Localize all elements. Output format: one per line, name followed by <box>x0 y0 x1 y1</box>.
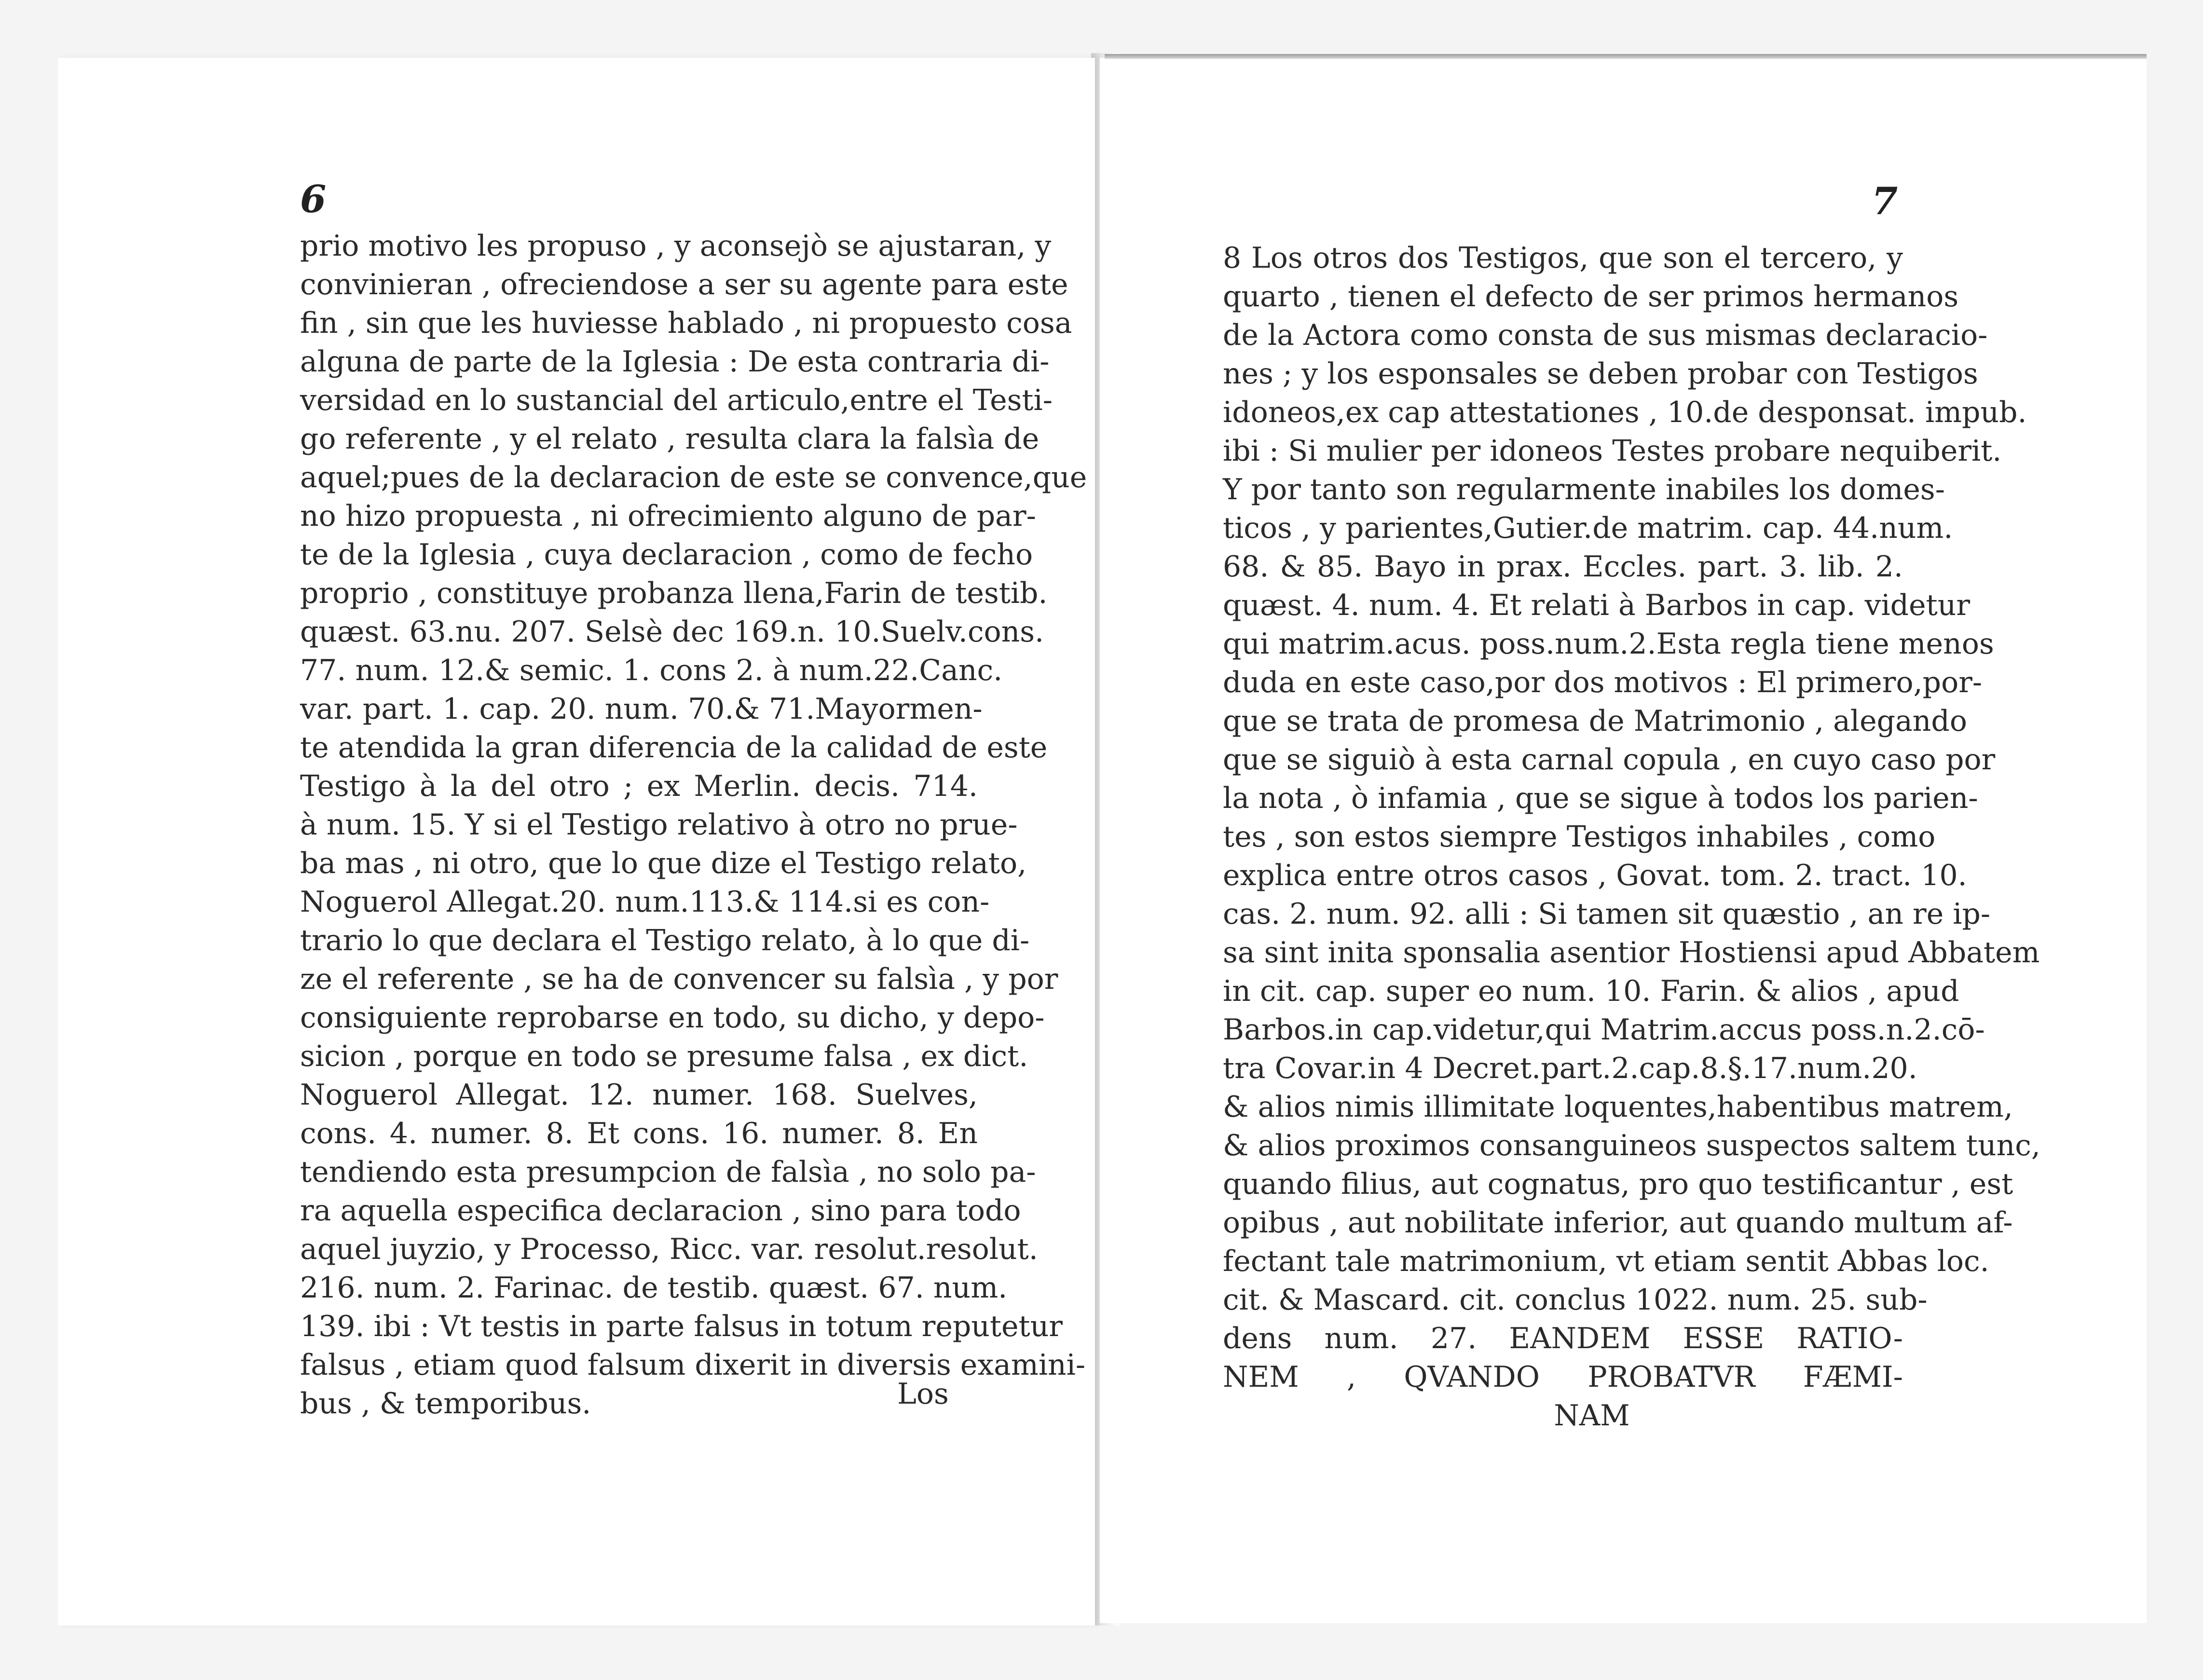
text-line: sicion , porque en todo se presume falsa , ex dict. <box>300 1039 1028 1073</box>
text-line: var. part. 1. cap. 20. num. 70.& 71.Mayormen- <box>300 692 983 726</box>
right-page-text <box>1223 239 2040 1435</box>
text-line: que se siguiò à esta carnal copula , en cuyo caso por <box>1223 743 1996 777</box>
text-line: ze el referente , se ha de convencer su falsìa , y por <box>300 962 1058 996</box>
text-line: idoneos,ex cap attestationes , 10.de desponsat. impub. <box>1223 396 2027 429</box>
text-line: sa sint inita sponsalia asentior Hostiensi apud Abbatem <box>1223 936 2040 970</box>
text-line: no hizo propuesta , ni ofrecimiento alguno de par- <box>300 499 1036 533</box>
text-line: aquel;pues de la declaracion de este se convence,que <box>300 461 1087 494</box>
text-line: alguna de parte de la Iglesia : De esta contraria di- <box>300 345 1050 379</box>
text-line: convinieran , ofreciendose a ser su agente para este <box>300 268 1068 301</box>
text-line: ra aquella especifica declaracion , sino para todo <box>300 1194 1021 1228</box>
text-line: cit. & Mascard. cit. conclus 1022. num. 25. sub- <box>1223 1283 1928 1317</box>
text-line: 139. ibi : Vt testis in parte falsus in totum reputetur <box>300 1310 1063 1343</box>
text-line: à num. 15. Y si el Testigo relativo à otro no prue- <box>300 808 1018 842</box>
text-line: consiguiente reprobarse en todo, su dicho, y depo- <box>300 1001 1045 1035</box>
text-line: proprio , constituye probanza llena,Farin de testib. <box>300 576 1048 610</box>
text-line: 216. num. 2. Farinac. de testib. quæst. 67. num. <box>300 1271 1008 1305</box>
text-line: 68. & 85. Bayo in prax. Eccles. part. 3. lib. 2. <box>1223 550 1903 584</box>
text-line: & alios proximos consanguineos suspectos saltem tunc, <box>1223 1129 2040 1162</box>
text-line: ba mas , ni otro, que lo que dize el Testigo relato, <box>300 847 1027 880</box>
text-line: explica entre otros casos , Govat. tom. 2. tract. 10. <box>1223 859 1967 892</box>
text-line: trario lo que declara el Testigo relato, à lo que di- <box>300 924 1030 957</box>
text-line: cas. 2. num. 92. alli : Si tamen sit quæstio , an re ip- <box>1223 897 1991 931</box>
text-line: bus , & temporibus. <box>300 1387 591 1420</box>
left-page-number: 6 <box>300 178 327 221</box>
text-line: quando filius, aut cognatus, pro quo testificantur , est <box>1223 1167 2013 1201</box>
text-line: opibus , aut nobilitate inferior, aut quando multum af- <box>1223 1206 2013 1240</box>
left-catchword: Los <box>897 1377 949 1411</box>
text-line: fin , sin que les huviesse hablado , ni propuesto cosa <box>300 306 1072 340</box>
page-top-edge <box>1105 54 2147 59</box>
text-line: 8 Los otros dos Testigos, que son el tercero, y <box>1223 241 1903 275</box>
text-line: quæst. 4. num. 4. Et relati à Barbos in cap. videtur <box>1223 588 1970 622</box>
text-line: go referente , y el relato , resulta clara la falsìa de <box>300 422 1040 456</box>
text-line: de la Actora como consta de sus mismas declaracio- <box>1223 318 1988 352</box>
text-line: NAM <box>1554 1399 1630 1433</box>
text-line: quarto , tienen el defecto de ser primos hermanos <box>1223 280 1959 314</box>
text-line: dens num. 27. EANDEM ESSE RATIO- <box>1223 1322 1903 1355</box>
text-line: cons. 4. numer. 8. Et cons. 16. numer. 8. En <box>300 1117 978 1150</box>
text-line: in cit. cap. super eo num. 10. Farin. & alios , apud <box>1223 974 1959 1008</box>
text-line: fectant tale matrimonium, vt etiam sentit Abbas loc. <box>1223 1244 1989 1278</box>
text-line: qui matrim.acus. poss.num.2.Esta regla tiene menos <box>1223 627 1994 661</box>
text-line: NEM , QVANDO PROBATVR FÆMI- <box>1223 1360 1903 1394</box>
text-line: Noguerol Allegat.20. num.113.& 114.si es con- <box>300 885 990 919</box>
text-line: 77. num. 12.& semic. 1. cons 2. à num.22.Canc. <box>300 654 1003 687</box>
text-line: Testigo à la del otro ; ex Merlin. decis. 714. <box>300 769 978 803</box>
right-page-number: 7 <box>1872 179 1898 223</box>
text-line: tendiendo esta presumpcion de falsìa , no solo pa- <box>300 1155 1036 1189</box>
left-page-text <box>300 227 1087 1423</box>
text-line: te atendida la gran diferencia de la calidad de este <box>300 731 1048 765</box>
text-line: Barbos.in cap.videtur,qui Matrim.accus poss.n.2.cō- <box>1223 1013 1985 1047</box>
text-line: te de la Iglesia , cuya declaracion , como de fecho <box>300 538 1033 572</box>
text-line: falsus , etiam quod falsum dixerit in diversis examini- <box>300 1348 1086 1382</box>
text-line: & alios nimis illimitate loquentes,habentibus matrem, <box>1223 1090 2013 1124</box>
text-line: ticos , y parientes,Gutier.de matrim. cap. 44.num. <box>1223 511 1953 545</box>
text-line: aquel juyzio, y Processo, Ricc. var. resolut.resolut. <box>300 1232 1038 1266</box>
text-line: tes , son estos siempre Testigos inhabiles , como <box>1223 820 1936 854</box>
text-line: tra Covar.in 4 Decret.part.2.cap.8.§.17.num.20. <box>1223 1052 1917 1085</box>
text-line: quæst. 63.nu. 207. Selsè dec 169.n. 10.Suelv.cons. <box>300 615 1044 649</box>
text-line: que se trata de promesa de Matrimonio , alegando <box>1223 704 1967 738</box>
text-line: Noguerol Allegat. 12. numer. 168. Suelves, <box>300 1078 978 1112</box>
text-line: Y por tanto son regularmente inabiles los domes- <box>1223 473 1945 506</box>
text-line: prio motivo les propuso , y aconsejò se ajustaran, y <box>300 229 1052 263</box>
text-line: nes ; y los esponsales se deben probar con Testigos <box>1223 357 1978 391</box>
text-line: la nota , ò infamia , que se sigue à todos los parien- <box>1223 781 1978 815</box>
text-line: duda en este caso,por dos motivos : El primero,por- <box>1223 666 1983 699</box>
text-line: versidad en lo sustancial del articulo,entre el Testi- <box>300 383 1053 417</box>
text-line: ibi : Si mulier per idoneos Testes probare nequiberit. <box>1223 434 2002 468</box>
